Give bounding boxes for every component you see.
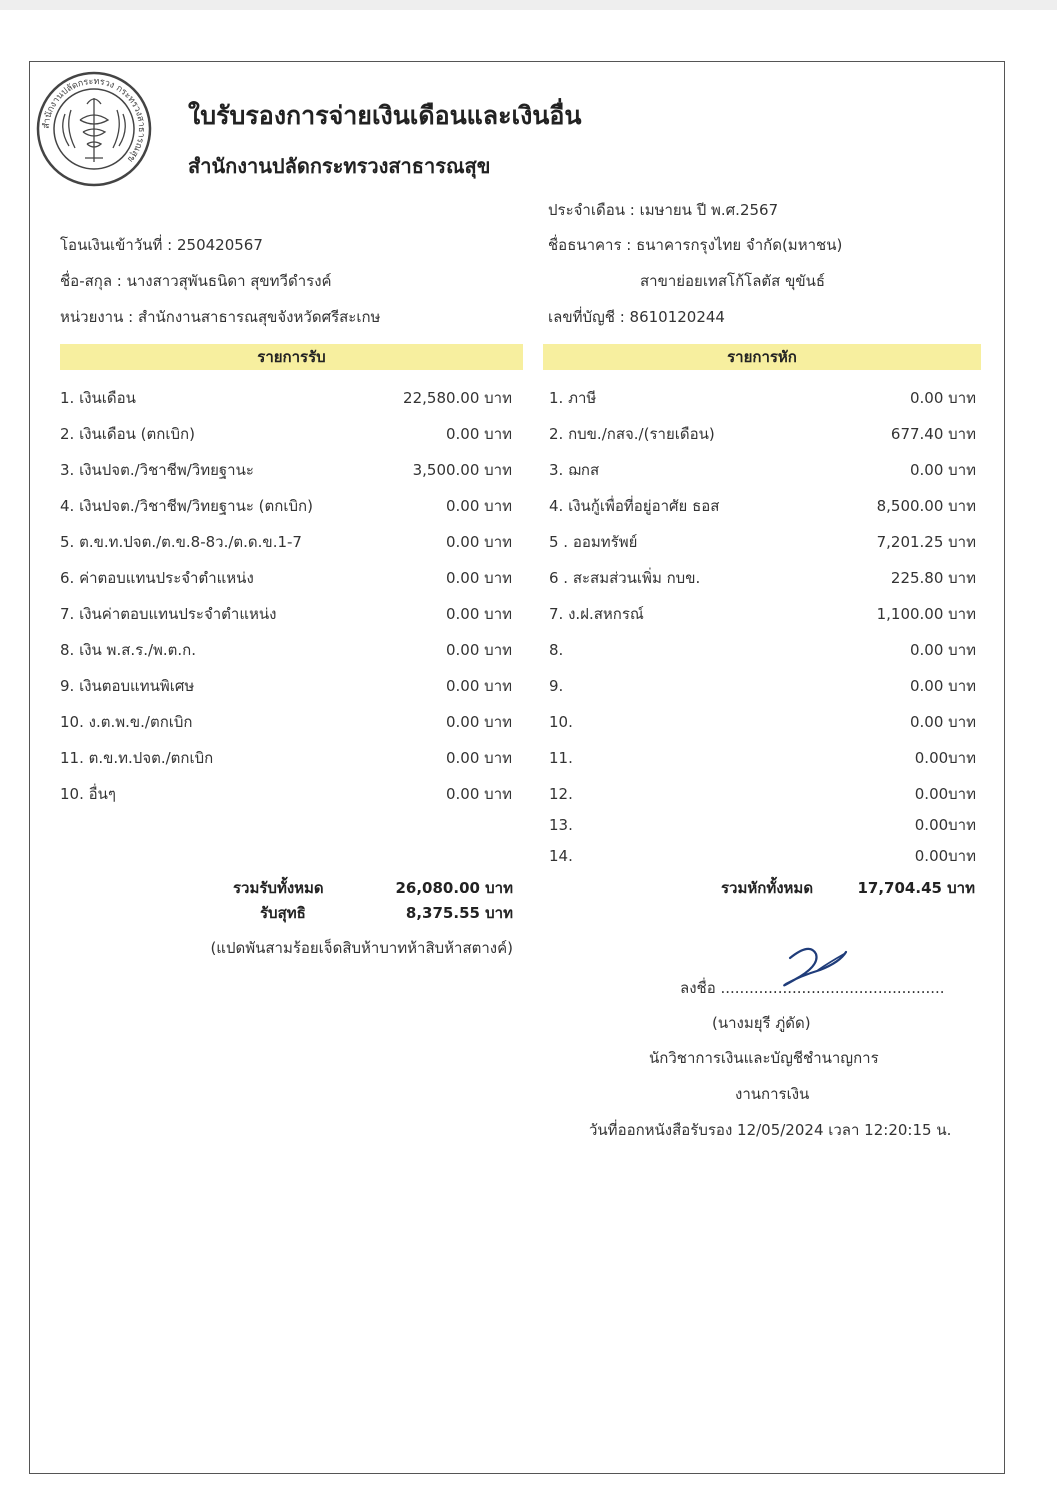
page-title: ใบรับรองการจ่ายเงินเดือนและเงินอื่น: [188, 101, 582, 130]
deduction-item-amount: 0.00บาท: [914, 785, 976, 803]
deduction-item-amount: 1,100.00 บาท: [876, 605, 976, 623]
signature-line: ลงชื่อ ...............................................: [680, 979, 945, 997]
income-item-amount: 0.00 บาท: [446, 749, 512, 767]
deduction-row: [549, 746, 976, 770]
deduction-item-amount: 0.00 บาท: [910, 641, 976, 659]
deduction-item-label: 6 . สะสมส่วนเพิ่ม กบข.: [549, 569, 701, 587]
income-item-amount: 0.00 บาท: [446, 677, 512, 695]
income-total-label: รวมรับทั้งหมด: [233, 879, 324, 897]
income-row: [60, 782, 512, 806]
income-item-label: 5. ต.ข.ท.ปจต./ต.ข.8-8ว./ต.ด.ข.1-7: [60, 533, 302, 551]
signer-department: งานการเงิน: [735, 1085, 810, 1103]
svg-text:สำนักงานปลัดกระทรวง กระทรวงสาธ: สำนักงานปลัดกระทรวง กระทรวงสาธารณสุข: [41, 76, 147, 164]
issue-datetime: วันที่ออกหนังสือรับรอง 12/05/2024 เวลา 12:20:15 น.: [589, 1121, 952, 1139]
income-item-label: 10. ง.ต.พ.ข./ตกเบิก: [60, 713, 193, 731]
income-header: รายการรับ: [60, 344, 523, 370]
employee-name: ชื่อ-สกุล : นางสาวสุพันธนิดา สุขทวีดำรงค์: [60, 272, 332, 290]
income-row: [60, 422, 512, 446]
deduction-item-label: 12.: [549, 785, 573, 803]
deduction-row: [549, 602, 976, 626]
deduction-item-label: 10.: [549, 713, 573, 731]
deduction-item-label: 3. ฌกส: [549, 461, 600, 479]
deduction-item-label: 1. ภาษี: [549, 389, 597, 407]
deduction-item-label: 5 . ออมทรัพย์: [549, 533, 638, 551]
deduction-item-amount: 0.00 บาท: [910, 389, 976, 407]
deduction-row: [549, 638, 976, 662]
income-item-amount: 0.00 บาท: [446, 641, 512, 659]
income-row: [60, 638, 512, 662]
deduction-item-label: 4. เงินกู้เพื่อที่อยู่อาศัย ธอส: [549, 497, 720, 515]
deduction-item-amount: 0.00บาท: [914, 816, 976, 834]
deduction-item-label: 13.: [549, 816, 573, 834]
signer-name: (นางมยุรี ภู่ดัด): [712, 1014, 811, 1032]
deduction-item-label: 7. ง.ฝ.สหกรณ์: [549, 605, 644, 623]
income-item-amount: 3,500.00 บาท: [412, 461, 512, 479]
income-item-label: 2. เงินเดือน (ตกเบิก): [60, 425, 195, 443]
income-item-label: 4. เงินปจต./วิชาชีพ/วิทยฐานะ (ตกเบิก): [60, 497, 313, 515]
net-pay-amount: 8,375.55 บาท: [405, 904, 513, 922]
deduction-row: [549, 566, 976, 590]
income-item-label: 7. เงินค่าตอบแทนประจำตำแหน่ง: [60, 605, 277, 623]
income-item-amount: 22,580.00 บาท: [403, 389, 512, 407]
deduction-item-amount: 0.00 บาท: [910, 461, 976, 479]
deduction-row: [549, 422, 976, 446]
pay-month: ประจำเดือน : เมษายน ปี พ.ศ.2567: [548, 201, 779, 219]
deduction-item-amount: 677.40 บาท: [890, 425, 976, 443]
deduction-item-amount: 0.00 บาท: [910, 713, 976, 731]
income-item-label: 1. เงินเดือน: [60, 389, 136, 407]
income-row: [60, 530, 512, 554]
top-strip: [0, 0, 1057, 10]
deduction-item-label: 8.: [549, 641, 564, 659]
deduction-row: [549, 458, 976, 482]
net-pay-label: รับสุทธิ: [260, 904, 306, 922]
deduction-total-label: รวมหักทั้งหมด: [721, 879, 814, 897]
income-total-amount: 26,080.00 บาท: [395, 879, 513, 897]
income-item-amount: 0.00 บาท: [446, 785, 512, 803]
income-row: [60, 674, 512, 698]
account-number: เลขที่บัญชี : 8610120244: [548, 308, 725, 326]
deduction-header: รายการหัก: [543, 344, 981, 370]
deduction-item-label: 9.: [549, 677, 564, 695]
income-row: [60, 710, 512, 734]
deduction-row: [549, 530, 976, 554]
page-subtitle: สำนักงานปลัดกระทรวงสาธารณสุข: [188, 154, 491, 178]
income-item-amount: 0.00 บาท: [446, 569, 512, 587]
deduction-item-amount: 225.80 บาท: [890, 569, 976, 587]
net-pay-words: (แปดพันสามร้อยเจ็ดสิบห้าบาทห้าสิบห้าสตางค์): [210, 939, 513, 957]
income-item-amount: 0.00 บาท: [446, 713, 512, 731]
income-item-amount: 0.00 บาท: [446, 425, 512, 443]
deduction-row: [549, 844, 976, 868]
deduction-row: [549, 674, 976, 698]
income-item-label: 11. ต.ข.ท.ปจต./ตกเบิก: [60, 749, 214, 767]
deduction-row: [549, 710, 976, 734]
income-row: [60, 458, 512, 482]
work-unit: หน่วยงาน : สำนักงานสาธารณสุขจังหวัดศรีสะเกษ: [60, 308, 381, 326]
income-item-label: 6. ค่าตอบแทนประจำตำแหน่ง: [60, 569, 254, 587]
deduction-item-amount: 0.00บาท: [914, 749, 976, 767]
deduction-row: [549, 813, 976, 837]
deduction-row: [549, 386, 976, 410]
income-row: [60, 602, 512, 626]
deduction-row: [549, 782, 976, 806]
bank-name: ชื่อธนาคาร : ธนาคารกรุงไทย จำกัด(มหาชน): [548, 236, 843, 254]
income-row: [60, 386, 512, 410]
deduction-row: [549, 494, 976, 518]
deduction-item-label: 14.: [549, 847, 573, 865]
transfer-date: โอนเงินเข้าวันที่ : 250420567: [60, 236, 263, 254]
income-item-label: 9. เงินตอบแทนพิเศษ: [60, 677, 195, 695]
income-item-amount: 0.00 บาท: [446, 533, 512, 551]
ministry-seal-logo: [35, 70, 153, 188]
deduction-item-amount: 0.00บาท: [914, 847, 976, 865]
income-row: [60, 566, 512, 590]
deduction-total-amount: 17,704.45 บาท: [857, 879, 975, 897]
deduction-item-label: 11.: [549, 749, 573, 767]
income-row: [60, 746, 512, 770]
income-item-amount: 0.00 บาท: [446, 497, 512, 515]
deduction-item-amount: 8,500.00 บาท: [876, 497, 976, 515]
income-row: [60, 494, 512, 518]
signer-position: นักวิชาการเงินและบัญชีชำนาญการ: [649, 1049, 879, 1067]
income-item-amount: 0.00 บาท: [446, 605, 512, 623]
income-item-label: 8. เงิน พ.ส.ร./พ.ต.ก.: [60, 641, 197, 659]
bank-branch: สาขาย่อยเทสโก้โลตัส ขุขันธ์: [640, 272, 825, 290]
income-item-label: 3. เงินปจต./วิชาชีพ/วิทยฐานะ: [60, 461, 254, 479]
deduction-item-amount: 0.00 บาท: [910, 677, 976, 695]
income-item-label: 10. อื่นๆ: [60, 785, 116, 803]
deduction-item-label: 2. กบข./กสจ./(รายเดือน): [549, 425, 715, 443]
deduction-item-amount: 7,201.25 บาท: [876, 533, 976, 551]
